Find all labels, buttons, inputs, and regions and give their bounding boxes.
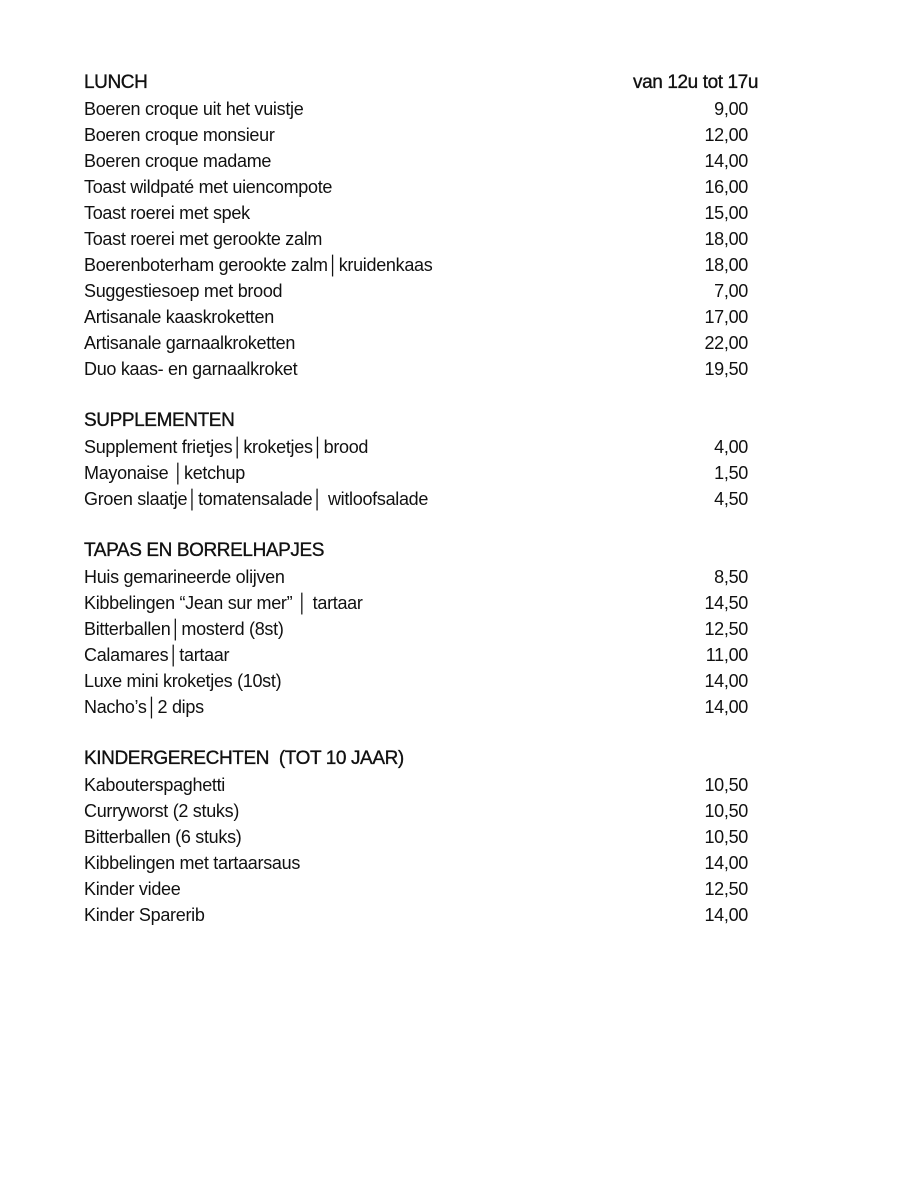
menu-item-name: Kibbelingen “Jean sur mer” │ tartaar (84, 593, 363, 613)
menu-item (84, 798, 764, 824)
menu-item-price: 10,50 (704, 801, 748, 821)
menu-item (84, 200, 764, 226)
section-spacer (84, 512, 764, 538)
menu-item (84, 824, 764, 850)
menu-item-price: 4,50 (714, 489, 748, 509)
menu-item-price: 19,50 (704, 359, 748, 379)
menu-item-name: Toast roerei met gerookte zalm (84, 229, 323, 249)
menu-item (84, 148, 764, 174)
menu-item-name: Suggestiesoep met brood (84, 281, 283, 301)
menu-item-price: 22,00 (704, 333, 748, 353)
menu-item-name: Bitterballen (6 stuks) (84, 827, 242, 847)
menu-item-name: Boeren croque monsieur (84, 125, 275, 145)
section-header (84, 538, 764, 564)
menu-item-name: Curryworst (2 stuks) (84, 801, 240, 821)
menu-item-name: Boeren croque uit het vuistje (84, 99, 304, 119)
menu-item-name: Artisanale kaaskroketten (84, 307, 274, 327)
menu-item (84, 902, 764, 928)
menu-item (84, 96, 764, 122)
menu-item-price: 1,50 (714, 463, 748, 483)
menu-item (84, 122, 764, 148)
menu-item (84, 876, 764, 902)
menu-item-name: Supplement frietjes│kroketjes│brood (84, 437, 369, 457)
menu-item (84, 486, 764, 512)
section-spacer (84, 382, 764, 408)
menu-item-name: Luxe mini kroketjes (10st) (84, 671, 282, 691)
menu-section (84, 746, 764, 928)
menu-page (84, 70, 764, 928)
menu-item-name: Boerenboterham gerookte zalm│kruidenkaas (84, 255, 433, 275)
section-header (84, 70, 764, 96)
menu-item-price: 12,00 (704, 125, 748, 145)
menu-item-price: 9,00 (714, 99, 748, 119)
menu-item-price: 16,00 (704, 177, 748, 197)
menu-item-name: Nacho’s│2 dips (84, 697, 204, 717)
menu-item-price: 14,50 (704, 593, 748, 613)
menu-item-name: Kibbelingen met tartaarsaus (84, 853, 301, 873)
menu-item-name: Kinder videe (84, 879, 181, 899)
menu-item-name: Kinder Sparerib (84, 905, 205, 925)
menu-item (84, 642, 764, 668)
menu-item-name: Toast wildpaté met uiencompote (84, 177, 333, 197)
menu-item (84, 304, 764, 330)
menu-item-price: 10,50 (704, 775, 748, 795)
menu-item (84, 460, 764, 486)
menu-item-name: Bitterballen│mosterd (8st) (84, 619, 284, 639)
section-title: KINDERGERECHTEN (TOT 10 JAAR) (84, 748, 404, 769)
menu-item-price: 7,00 (714, 281, 748, 301)
menu-item-name: Calamares│tartaar (84, 645, 230, 665)
menu-item-price: 14,00 (704, 697, 748, 717)
menu-item-price: 14,00 (704, 853, 748, 873)
menu-section (84, 538, 764, 720)
menu-item-name: Kabouterspaghetti (84, 775, 226, 795)
menu-item-price: 18,00 (704, 255, 748, 275)
menu-item (84, 694, 764, 720)
menu-item (84, 772, 764, 798)
menu-item-name: Boeren croque madame (84, 151, 272, 171)
section-hours: van 12u tot 17u (633, 72, 758, 93)
section-spacer (84, 720, 764, 746)
menu-item (84, 252, 764, 278)
menu-section (84, 408, 764, 512)
menu-item-price: 12,50 (704, 619, 748, 639)
menu-item (84, 590, 764, 616)
menu-section (84, 70, 764, 382)
section-title: SUPPLEMENTEN (84, 410, 235, 431)
menu-item-name: Toast roerei met spek (84, 203, 250, 223)
menu-item-name: Artisanale garnaalkroketten (84, 333, 296, 353)
menu-item-price: 18,00 (704, 229, 748, 249)
section-header (84, 746, 764, 772)
menu-item-price: 4,00 (714, 437, 748, 457)
menu-item (84, 278, 764, 304)
menu-item-price: 11,00 (705, 645, 748, 665)
menu-item-price: 17,00 (704, 307, 748, 327)
menu-item (84, 174, 764, 200)
menu-item (84, 616, 764, 642)
menu-item (84, 850, 764, 876)
menu-item-name: Duo kaas- en garnaalkroket (84, 359, 298, 379)
menu-item-price: 15,00 (704, 203, 748, 223)
menu-item (84, 226, 764, 252)
menu-item-price: 12,50 (704, 879, 748, 899)
menu-item (84, 434, 764, 460)
menu-item-price: 8,50 (714, 567, 748, 587)
menu-item-name: Mayonaise │ketchup (84, 463, 245, 483)
section-title: TAPAS EN BORRELHAPJES (84, 540, 325, 561)
menu-item (84, 564, 764, 590)
menu-item (84, 330, 764, 356)
menu-item (84, 356, 764, 382)
menu-item-price: 10,50 (704, 827, 748, 847)
section-title: LUNCH (84, 72, 148, 93)
menu-item-price: 14,00 (704, 905, 748, 925)
menu-item-price: 14,00 (704, 151, 748, 171)
menu-item (84, 668, 764, 694)
menu-item-name: Groen slaatje│tomatensalade│ witloofsalade (84, 489, 429, 509)
menu-item-price: 14,00 (704, 671, 748, 691)
section-header (84, 408, 764, 434)
menu-item-name: Huis gemarineerde olijven (84, 567, 285, 587)
